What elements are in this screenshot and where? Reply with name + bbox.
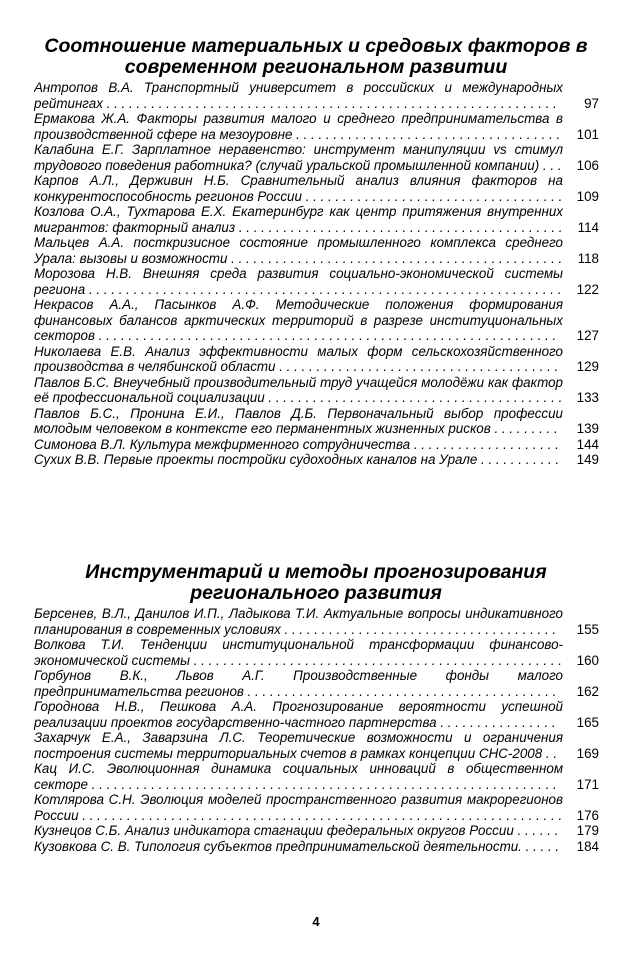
toc-entry-title: Антропов В.А. Транспортный университет в российских и международных рейтингах <box>34 80 563 111</box>
leader-dots: . . . . . . . . . . . . . . . . . . . . . . . . . . . . . . . . . . . . . . . . . . . . . . . . . . . . . . . . . . . . . . . <box>87 776 557 792</box>
toc-entry <box>34 173 599 204</box>
toc-entry-title: Берсенев, В.Л., Данилов И.П., Ладыкова Т.И. Актуальные вопросы индикативного планирования в современных условиях <box>34 606 563 637</box>
page-number: 4 <box>312 914 320 929</box>
toc-entry-page: 106 <box>576 157 599 173</box>
toc-entry <box>34 823 599 839</box>
toc-entry-page: 184 <box>576 838 599 854</box>
toc-entry-title: Некрасов А.А., Пасынков А.Ф. Методические положения формирования финансовых балансов арктических территорий в разрезе институциональных секторов <box>34 297 563 343</box>
toc-entry <box>34 839 599 855</box>
leader-dots: . . . . . . . . . . . . . . . . . . . . . . . . . . . . . . . . . . . . . <box>280 621 557 637</box>
toc-entry-title: Симонова В.Л. Культура межфирменного сотрудничества <box>34 436 411 452</box>
leader-dots: . . . . . . . . . . . . . . . . . . . . . . . . . . . . . . . . . . . . . . <box>275 359 559 374</box>
leader-dots: . . . . . . . . . <box>490 421 558 436</box>
toc-entry-page: 155 <box>576 621 599 637</box>
toc-entry <box>34 668 599 699</box>
toc-entry <box>34 111 599 142</box>
section-2-title <box>30 562 602 604</box>
toc-entry-title: Калабина Е.Г. Зарплатное неравенство: инструмент манипуляции vs стимул трудового поведения работника? (случай уральской промышленной компании) <box>34 142 563 173</box>
toc-entry-page: 169 <box>576 745 599 761</box>
toc-entry <box>34 437 599 453</box>
toc-entry-page: 139 <box>576 421 599 436</box>
toc-entry-page: 133 <box>576 390 599 405</box>
toc-entry-title: Котлярова С.Н. Эволюция моделей пространственного развития макрорегионов России <box>34 792 563 823</box>
toc-entry-title: Захарчук Е.А., Заварзина Л.С. Теоретические возможности и ограничения построения системы территориальных счетов в рамках концепции СНС-2008 <box>34 730 563 761</box>
leader-dots: . . . . . <box>521 838 560 854</box>
toc-entry-title: Ермакова Ж.А. Факторы развития малого и среднего предпринимательства в производственной сфере на мезоуровне <box>34 111 563 142</box>
toc-entry-page: 109 <box>576 188 599 204</box>
leader-dots: . . . . . . . . . . . . . . . . . . . . . . . . . . . . . . . . . . . . . . . . . . . . <box>235 219 563 235</box>
toc-entry-page: 127 <box>576 328 599 343</box>
toc-entry-page: 162 <box>576 683 599 699</box>
section-1-toc <box>34 80 599 468</box>
leader-dots: . . . . . . . . . . . . . . . . . . . . . . . . . . . . . . . . . . . . . . . . <box>264 390 563 405</box>
toc-entry-page: 179 <box>576 823 599 838</box>
toc-entry-title: Николаева Е.В. Анализ эффективности малых форм сельскохозяйственного производства в челябинской области <box>34 343 563 374</box>
toc-entry <box>34 792 599 823</box>
leader-dots: . . . <box>539 157 562 173</box>
toc-entry-title: Кузовкова С. В. Типология субъектов предпринимательской деятельности. <box>34 838 522 854</box>
toc-entry <box>34 266 599 297</box>
toc-entry <box>34 204 599 235</box>
toc-entry <box>34 761 599 792</box>
leader-dots: . . <box>542 745 558 761</box>
toc-entry <box>34 297 599 344</box>
leader-dots: . . . . . . . . . . . . . . . . . . . . . . . . . . . . . . . . . . . . . . . . . . . . . . . . . . . . . . . . . . . . . . . . . <box>78 807 563 823</box>
toc-entry-page: 129 <box>576 359 599 374</box>
leader-dots: . . . . . . . . . . . . . . . . . . . . . . . . . . . . . . . . . . . <box>301 188 563 204</box>
toc-entry <box>34 606 599 637</box>
toc-entry-title: Горбунов В.К., Львов А.Г. Производственные фонды малого предпринимательства регионов <box>34 668 563 699</box>
leader-dots: . . . . . . . . . . . . . . . . . . . . . . . . . . . . . . . . . . . . . . . . . . . . . <box>227 250 563 266</box>
leader-dots: . . . . . . . . . . . . . . . . . . . . . . . . . . . . . . . . . . . . . . . . . . . . . . . . . . . . . . . . . . . . . . <box>94 328 557 343</box>
toc-entry-title: Городнова Н.В., Пешкова А.А. Прогнозирование вероятности успешной реализации проектов государственно-частного партнерства <box>34 699 563 730</box>
section-2-title-line2: регионального развития <box>190 582 442 604</box>
leader-dots: . . . . . . . . . . . . . . . . . . . . . . . . . . . . . . . . . . . . . . . . . . <box>243 683 557 699</box>
toc-entry-title: Морозова Н.В. Внешняя среда развития социально-экономической системы региона <box>34 266 563 297</box>
leader-dots: . . . . . . <box>513 823 559 838</box>
toc-entry-page: 149 <box>576 452 599 467</box>
leader-dots: . . . . . . . . . . . . . . . . <box>436 714 556 730</box>
toc-entry-page: 97 <box>584 95 599 111</box>
toc-entry-page: 122 <box>576 281 599 297</box>
toc-entry-title: Козлова О.А., Тухтарова Е.Х. Екатеринбург как центр притяжения внутренних мигрантов: факторный анализ <box>34 204 563 235</box>
section-1-title-line1: Соотношение материальных и средовых факторов в <box>44 35 588 57</box>
toc-entry <box>34 406 599 437</box>
toc-entry-title: Карпов А.Л., Держивин Н.Б. Сравнительный анализ влияния факторов на конкурентоспособность регионов России <box>34 173 563 204</box>
toc-entry-page: 118 <box>577 250 599 266</box>
leader-dots: . . . . . . . . . . . . . . . . . . . . <box>410 436 559 452</box>
toc-entry <box>34 142 599 173</box>
leader-dots: . . . . . . . . . . . . . . . . . . . . . . . . . . . . . . . . . . . . . . . . . . . . . . . . . . . . . . . . . . . . . . . . <box>85 281 562 297</box>
toc-entry <box>34 80 599 111</box>
toc-entry <box>34 730 599 761</box>
toc-entry <box>34 375 599 406</box>
leader-dots: . . . . . . . . . . . . . . . . . . . . . . . . . . . . . . . . . . . . . . . . . . . . . . . . . . . . . . . . . . . . . <box>102 95 557 111</box>
toc-entry-page: 165 <box>576 714 599 730</box>
toc-entry <box>34 235 599 266</box>
leader-dots: . . . . . . . . . . . <box>477 452 560 467</box>
section-1-title <box>30 36 602 78</box>
toc-entry-page: 101 <box>576 126 599 142</box>
toc-entry-title: Кузнецов С.Б. Анализ индикатора стагнации федеральных округов России <box>34 823 514 838</box>
toc-entry-page: 114 <box>577 219 599 235</box>
toc-entry-page: 171 <box>576 776 599 792</box>
section-2-title-line1: Инструментарий и методы прогнозирования <box>85 561 547 583</box>
leader-dots: . . . . . . . . . . . . . . . . . . . . . . . . . . . . . . . . . . . . <box>292 126 561 142</box>
section-1-title-line2: современном региональном развитии <box>124 56 508 78</box>
toc-entry-title: Волкова Т.И. Тенденции институциональной трансформации финансово-экономической системы <box>34 637 563 668</box>
toc-entry-title: Сухих В.В. Первые проекты постройки судоходных каналов на Урале <box>34 452 478 467</box>
toc-entry-page: 160 <box>576 652 599 668</box>
toc-entry-title: Кац И.С. Эволюционная динамика социальных инноваций в общественном секторе <box>34 761 563 792</box>
toc-entry <box>34 344 599 375</box>
toc-entry <box>34 637 599 668</box>
toc-entry <box>34 452 599 468</box>
toc-entry-title: Мальцев А.А. посткризисное состояние промышленного комплекса среднего Урала: вызовы и возможности <box>34 235 563 266</box>
section-2-toc <box>34 606 599 854</box>
toc-entry-title: Павлов Б.С. Внеучебный производительный труд учащейся молодёжи как фактор её профессиональной социализации <box>34 374 563 405</box>
toc-entry-title: Павлов Б.С., Пронина Е.И., Павлов Д.Б. Первоначальный выбор профессии молодым человеком в контексте его перманентных жизненных рисков <box>34 405 563 436</box>
toc-entry-page: 144 <box>576 436 599 452</box>
toc-entry-page: 176 <box>576 807 599 823</box>
toc-entry <box>34 699 599 730</box>
leader-dots: . . . . . . . . . . . . . . . . . . . . . . . . . . . . . . . . . . . . . . . . . . . . . . . . . . <box>189 652 563 668</box>
